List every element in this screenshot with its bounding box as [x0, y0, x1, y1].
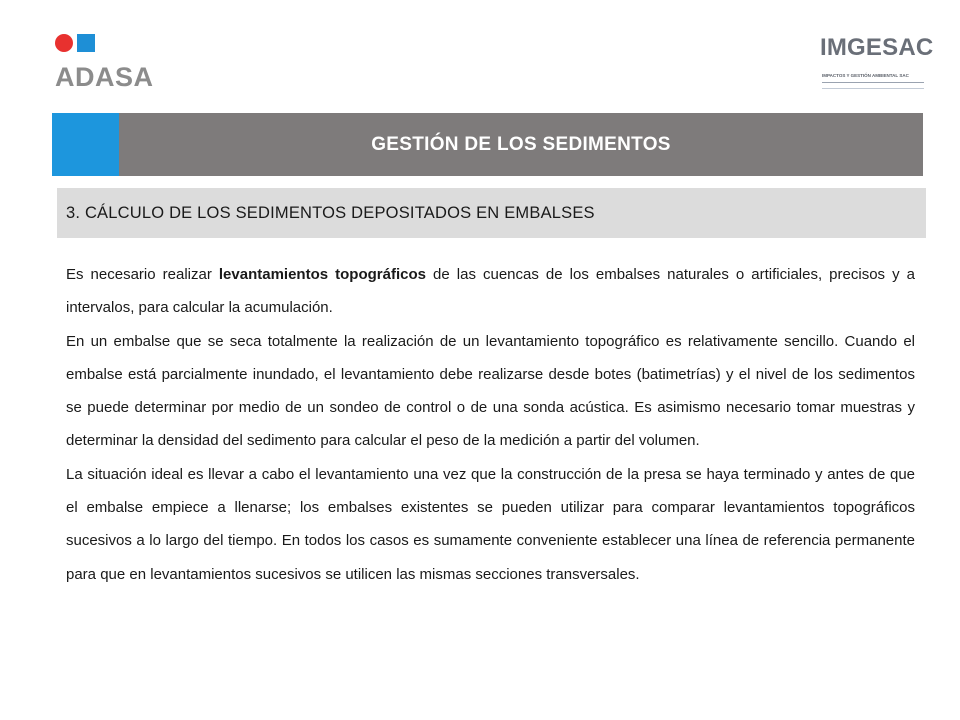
- paragraph-text: de las cuencas de los embalses naturales o artificiales, precisos y a intervalos, para calcular la acumulación.: [66, 266, 915, 317]
- paragraph: [66, 258, 915, 325]
- paragraph-text: Es necesario realizar: [66, 266, 219, 283]
- section-header: [57, 188, 926, 238]
- adasa-logo-text: ADASA: [55, 62, 154, 92]
- logo-red-dot: [55, 34, 73, 52]
- logo-divider: [822, 82, 924, 83]
- body-content: [66, 258, 915, 591]
- logo-blue-square: [77, 34, 95, 52]
- imgesac-tagline: IMPACTOS Y GESTIÓN AMBIENTAL SAC: [822, 73, 909, 78]
- paragraph: La situación ideal es llevar a cabo el levantamiento una vez que la construcción de la presa se haya terminado y antes de que el embalse empiece a llenarse; los embalses existentes se pueden utilizar para comparar levantamientos topográficos sucesivos a lo largo del tiempo. En todos los casos es sumamente conveniente establecer una línea de referencia permanente para que en levantamientos sucesivos se utilicen las mismas secciones transversales.: [66, 465, 915, 583]
- section-title: 3. CÁLCULO DE LOS SEDIMENTOS DEPOSITADOS EN EMBALSES: [66, 203, 595, 222]
- title-bar: [52, 113, 923, 176]
- logo-divider: [822, 88, 924, 89]
- adasa-logo: [55, 34, 175, 94]
- title-accent-block: [52, 113, 119, 176]
- bold-term: levantamientos topográficos: [218, 266, 426, 283]
- page-title: GESTIÓN DE LOS SEDIMENTOS: [371, 133, 671, 155]
- paragraph: En un embalse que se seca totalmente la realización de un levantamiento topográfico es relativamente sencillo. Cuando el embalse está parcialmente inundado, el levantamiento debe realizarse desde botes (batimetrías) y el nivel de los sedimentos se puede determinar por medio de un sondeo de control o de una sonda acústica. Es asimismo necesario tomar muestras y determinar la densidad del sedimento para calcular el peso de la medición a partir del volumen.: [66, 332, 915, 450]
- imgesac-logo: [820, 34, 934, 96]
- imgesac-logo-text: IMGESAC: [820, 34, 934, 61]
